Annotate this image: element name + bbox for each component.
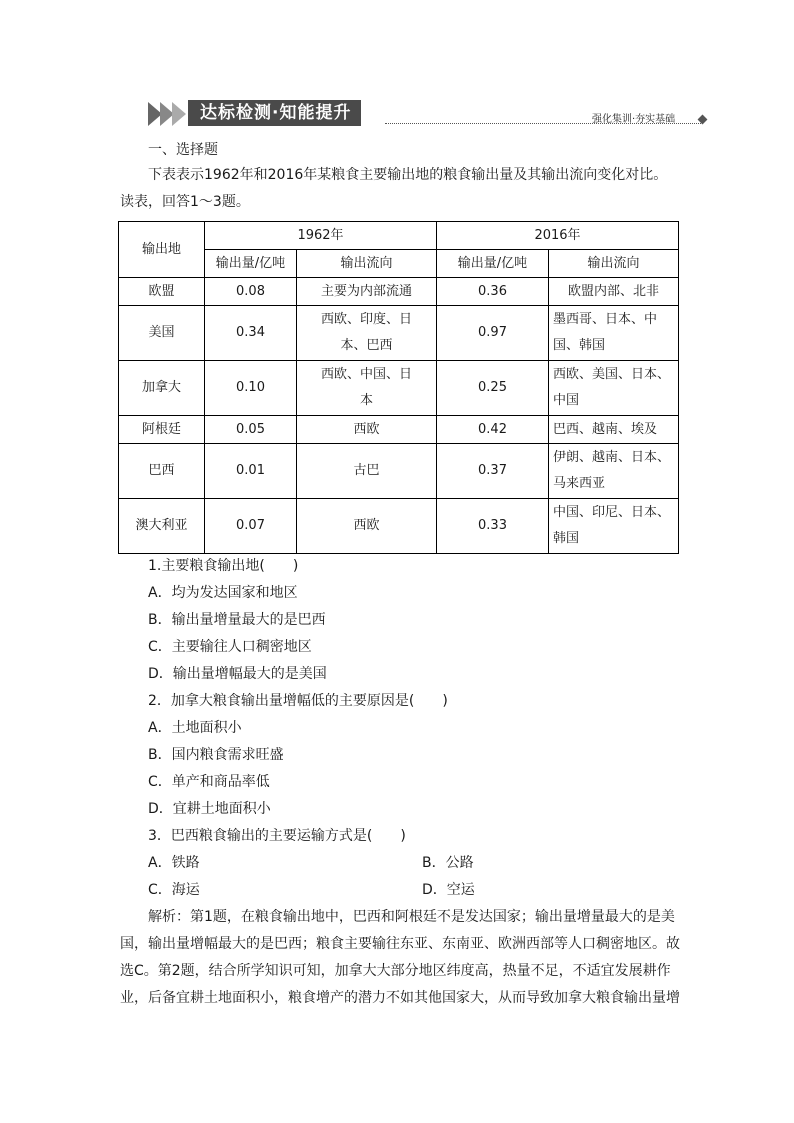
option-item: C．单产和商品率低 [148,774,270,790]
cell-direction-2016: 中国、印尼、日本、韩国 [549,499,679,554]
cell-direction-1962: 主要为内部流通 [297,278,437,306]
cell-direction-2016: 西欧、美国、日本、中国 [549,361,679,416]
question-stem: 3．巴西粮食输出的主要运输方式是( ) [148,828,406,844]
cell-region: 欧盟 [119,278,205,306]
table-row [119,444,679,499]
header-direction: 输出流向 [549,250,679,278]
cell-amount-2016: 0.42 [437,416,549,444]
cell-amount-2016: 0.36 [437,278,549,306]
header-amount: 输出量/亿吨 [437,250,549,278]
table-row [119,361,679,416]
cell-amount-1962: 0.10 [205,361,297,416]
table-row [119,416,679,444]
cell-region: 美国 [119,306,205,361]
cell-amount-2016: 0.25 [437,361,549,416]
chevron-right-icon [172,102,186,126]
cell-direction-1962: 西欧 [297,499,437,554]
cell-region: 加拿大 [119,361,205,416]
header-year-1962: 1962年 [205,222,437,250]
question-stem: 2．加拿大粮食输出量增幅低的主要原因是( ) [148,693,448,709]
option-item: D．宜耕土地面积小 [148,801,271,817]
cell-direction-2016: 墨西哥、日本、中国、韩国 [549,306,679,361]
header-region: 输出地 [119,222,205,278]
cell-amount-1962: 0.08 [205,278,297,306]
option-item: D．输出量增幅最大的是美国 [148,666,327,682]
cell-amount-2016: 0.97 [437,306,549,361]
option-item: B．国内粮食需求旺盛 [148,747,284,763]
option-item: C．主要输往人口稠密地区 [148,639,312,655]
cell-amount-2016: 0.37 [437,444,549,499]
header-direction: 输出流向 [297,250,437,278]
option-item: D．空运 [422,882,475,898]
cell-direction-2016: 伊朗、越南、日本、马来西亚 [549,444,679,499]
cell-direction-1962: 西欧 [297,416,437,444]
option-item: A．土地面积小 [148,720,242,736]
cell-amount-1962: 0.07 [205,499,297,554]
section-title: 一、选择题 [148,142,218,158]
table-row [119,499,679,554]
banner-title: 达标检测·知能提升 [188,100,361,126]
option-item: B．输出量增量最大的是巴西 [148,612,326,628]
cell-direction-2016: 巴西、越南、埃及 [549,416,679,444]
header-amount: 输出量/亿吨 [205,250,297,278]
cell-amount-1962: 0.34 [205,306,297,361]
table-row [119,306,679,361]
cell-region: 阿根廷 [119,416,205,444]
option-item: B．公路 [422,855,474,871]
analysis-paragraph: 解析：第1题，在粮食输出地中，巴西和阿根廷不是发达国家；输出量增量最大的是美国，输出量增幅最大的是巴西；粮食主要输往东亚、东南亚、欧洲西部等人口稠密地区。故选C。第2题，结合所学知识可知，加拿大大部分地区纬度高，热量不足，不适宜发展耕作业，后备宜耕土地面积小，粮食增产的潜力不如其他国家大，从而导致加拿大粮食输出量增 [120,909,680,1006]
cell-direction-2016: 欧盟内部、北非 [549,278,679,306]
option-item: A．铁路 [148,855,200,871]
cell-region: 澳大利亚 [119,499,205,554]
cell-amount-1962: 0.01 [205,444,297,499]
grain-export-table [118,221,679,554]
cell-direction-1962: 古巴 [297,444,437,499]
cell-direction-1962: 西欧、印度、日本、巴西 [297,306,437,361]
table-row [119,278,679,306]
cell-region: 巴西 [119,444,205,499]
option-item: A．均为发达国家和地区 [148,585,298,601]
cell-amount-1962: 0.05 [205,416,297,444]
section-banner [148,100,388,128]
intro-paragraph: 下表表示1962年和2016年某粮食主要输出地的粮食输出量及其输出流向变化对比。读表，回答1～3题。 [120,167,668,210]
cell-amount-2016: 0.33 [437,499,549,554]
question-stem: 1.主要粮食输出地( ) [148,558,299,574]
header-year-2016: 2016年 [437,222,679,250]
cell-direction-1962: 西欧、中国、日本 [297,361,437,416]
option-item: C．海运 [148,882,200,898]
banner-subtitle: 强化集训·夯实基础 [592,114,676,125]
